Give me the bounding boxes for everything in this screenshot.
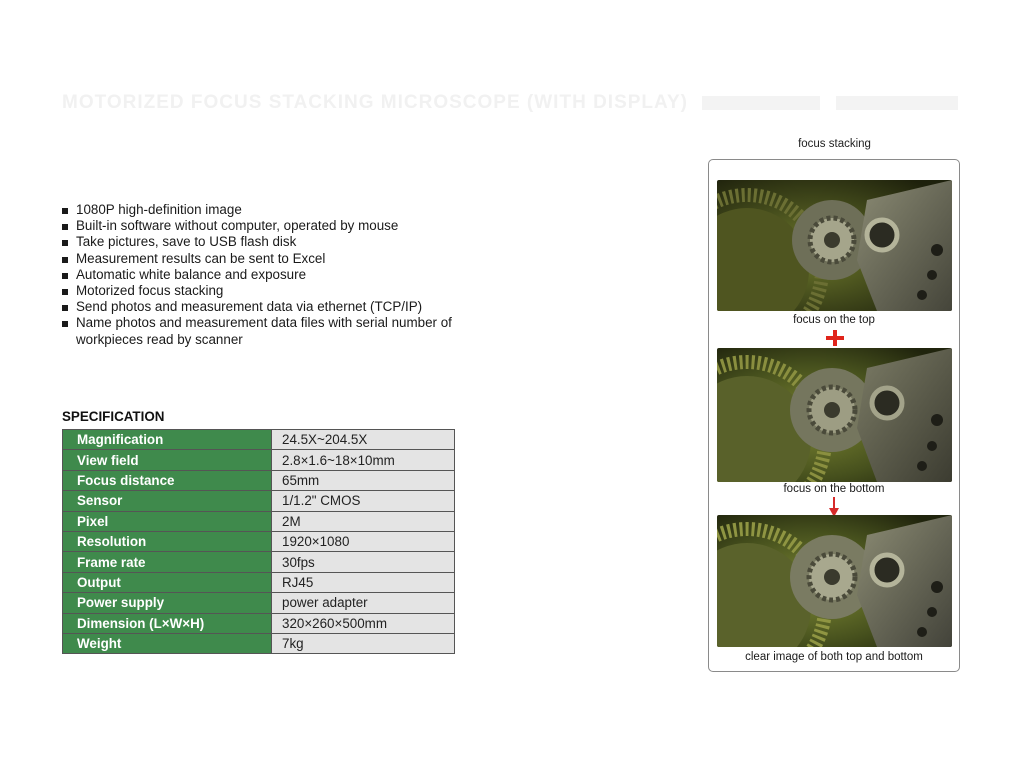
spec-key: Focus distance: [63, 470, 272, 490]
spec-key: Sensor: [63, 491, 272, 511]
feature-item: 1080P high-definition image: [60, 202, 490, 218]
bullet-icon: [62, 208, 68, 214]
spec-row: [63, 613, 455, 633]
bullet-icon: [62, 240, 68, 246]
spec-value: power adapter: [272, 593, 455, 613]
spec-key: Resolution: [63, 531, 272, 551]
spec-value: 24.5X~204.5X: [272, 430, 455, 450]
spec-key: Magnification: [63, 430, 272, 450]
spec-row: [63, 572, 455, 592]
bullet-icon: [62, 305, 68, 311]
spec-value: 2M: [272, 511, 455, 531]
gear-microscope-photo-icon: [717, 515, 952, 647]
spec-row: [63, 552, 455, 572]
spec-key: Frame rate: [63, 552, 272, 572]
feature-item: Automatic white balance and exposure: [60, 267, 490, 283]
feature-item: Take pictures, save to USB flash disk: [60, 234, 490, 250]
feature-item: Measurement results can be sent to Excel: [60, 251, 490, 267]
feature-item: Built-in software without computer, operated by mouse: [60, 218, 490, 234]
spec-row: [63, 531, 455, 551]
spec-key: Output: [63, 572, 272, 592]
spec-key: View field: [63, 450, 272, 470]
spec-value: 65mm: [272, 470, 455, 490]
bullet-icon: [62, 321, 68, 327]
spec-value: 1920×1080: [272, 531, 455, 551]
photo-label-bottom: focus on the bottom: [783, 483, 885, 495]
spec-heading: SPECIFICATION: [62, 409, 165, 424]
spec-table: [62, 429, 455, 654]
photo-focus-top: [717, 180, 952, 311]
bullet-icon: [62, 273, 68, 279]
spec-row: [63, 633, 455, 653]
bullet-icon: [62, 257, 68, 263]
spec-value: 2.8×1.6~18×10mm: [272, 450, 455, 470]
feature-item: Send photos and measurement data via ethernet (TCP/IP): [60, 299, 490, 315]
spec-key: Power supply: [63, 593, 272, 613]
faded-title-banner: [62, 92, 992, 114]
feature-item: Motorized focus stacking: [60, 283, 490, 299]
faded-title: MOTORIZED FOCUS STACKING MICROSCOPE (WITH DISPLAY): [62, 92, 688, 113]
gear-microscope-photo-icon: [717, 180, 952, 311]
spec-value: 320×260×500mm: [272, 613, 455, 633]
arrow-down-icon: [829, 497, 839, 517]
spec-row: [63, 430, 455, 450]
feature-item: Name photos and measurement data files with serial number of workpieces read by scanner: [60, 315, 490, 347]
faded-title-bar: [836, 96, 958, 110]
spec-value: 7kg: [272, 633, 455, 653]
spec-key: Pixel: [63, 511, 272, 531]
photo-focus-bottom: [717, 348, 952, 482]
spec-value: 30fps: [272, 552, 455, 572]
spec-value: RJ45: [272, 572, 455, 592]
bullet-icon: [62, 224, 68, 230]
photo-label-top: focus on the top: [793, 314, 875, 326]
spec-row: [63, 450, 455, 470]
spec-row: [63, 593, 455, 613]
spec-row: [63, 470, 455, 490]
spec-row: [63, 491, 455, 511]
plus-icon: [826, 330, 844, 346]
focus-stacking-caption: focus stacking: [798, 138, 871, 150]
bullet-icon: [62, 289, 68, 295]
faded-title-bar: [702, 96, 820, 110]
spec-key: Dimension (L×W×H): [63, 613, 272, 633]
feature-list: [60, 202, 490, 348]
spec-row: [63, 511, 455, 531]
gear-microscope-photo-icon: [717, 348, 952, 482]
spec-key: Weight: [63, 633, 272, 653]
spec-value: 1/1.2" CMOS: [272, 491, 455, 511]
photo-label-clear: clear image of both top and bottom: [745, 651, 923, 663]
photo-clear-result: [717, 515, 952, 647]
